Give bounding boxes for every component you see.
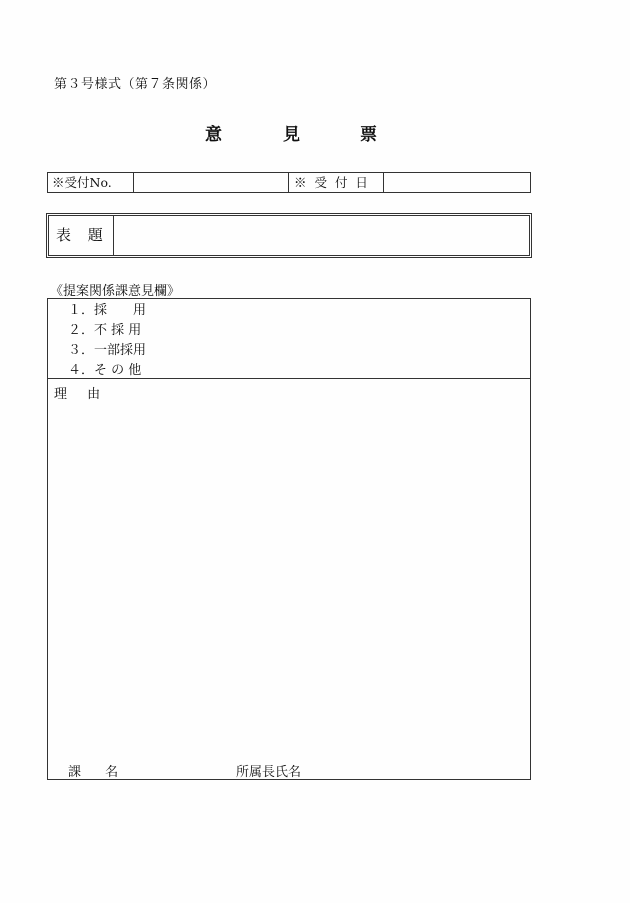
option-reject[interactable]: ２．不 採 用 bbox=[68, 323, 142, 338]
title-char: 票 bbox=[360, 125, 377, 145]
title-char: 意 bbox=[205, 125, 222, 145]
subject-box bbox=[46, 213, 532, 258]
page-title bbox=[0, 120, 630, 146]
subject-label: 表 題 bbox=[49, 216, 114, 255]
option-adopt[interactable]: １．採 用 bbox=[68, 303, 147, 318]
option-other[interactable]: ４．そ の 他 bbox=[68, 363, 142, 378]
subject-field[interactable] bbox=[114, 216, 529, 255]
reason-label: 理 由 bbox=[54, 387, 109, 402]
title-char: 見 bbox=[283, 125, 300, 145]
receipt-no-label: ※受付No. bbox=[48, 173, 134, 192]
receipt-date-field[interactable] bbox=[384, 173, 530, 192]
opinion-box bbox=[47, 298, 531, 780]
receipt-no-field[interactable] bbox=[134, 173, 289, 192]
options-list bbox=[48, 299, 530, 379]
department-head-label: 所属長氏名 bbox=[236, 765, 302, 780]
option-partial[interactable]: ３．一部採用 bbox=[68, 343, 147, 358]
reception-table bbox=[47, 172, 531, 193]
section-name-label: 課 名 bbox=[68, 765, 129, 780]
receipt-date-label: ※ 受 付 日 bbox=[289, 173, 384, 192]
form-number: 第３号様式（第７条関係） bbox=[54, 77, 217, 92]
section-heading: 《提案関係課意見欄》 bbox=[50, 284, 181, 299]
